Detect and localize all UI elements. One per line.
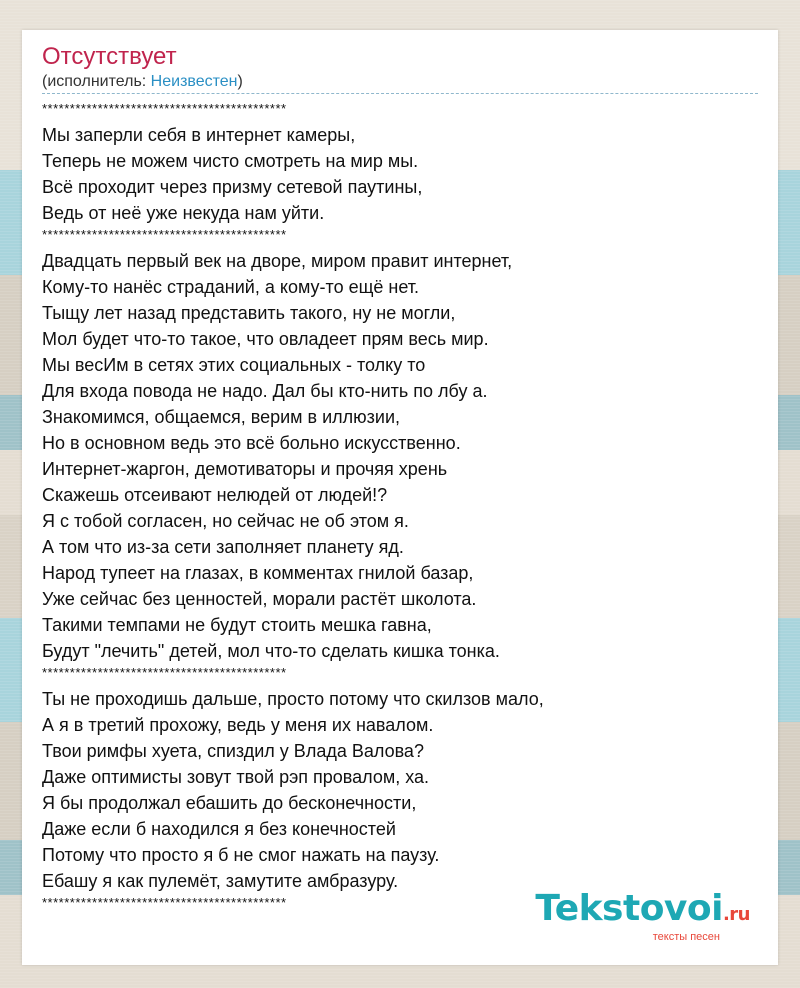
lyrics-line: Всё проходит через призму сетевой паутины,	[42, 177, 423, 197]
lyrics-line: Будут "лечить" детей, мол что-то сделать кишка тонка.	[42, 641, 500, 661]
lyrics-line: Мы весИм в сетях этих социальных - толку то	[42, 355, 426, 375]
lyrics-line: Теперь не можем чисто смотреть на мир мы.	[42, 151, 419, 171]
lyrics-line: Я с тобой согласен, но сейчас не об этом я.	[42, 511, 409, 531]
artist-link[interactable]: Неизвестен	[150, 73, 238, 90]
lyrics-line: Но в основном ведь это всё больно искусственно.	[42, 433, 461, 453]
lyrics-separator: ********************************************	[42, 227, 287, 242]
lyrics-line: Ведь от неё уже некуда нам уйти.	[42, 203, 325, 223]
site-logo[interactable]	[535, 888, 750, 943]
lyrics-line: Твои римфы хуета, спиздил у Влада Валова?	[42, 741, 424, 761]
header-divider	[42, 93, 758, 94]
artist-prefix: (исполнитель:	[42, 73, 151, 90]
artist-line	[42, 72, 243, 92]
lyrics-line: Скажешь отсеивают нелюдей от людей!?	[42, 485, 388, 505]
lyrics-line: Ебашу я как пулемёт, замутите амбразуру.	[42, 871, 399, 891]
lyrics-separator: ********************************************	[42, 895, 287, 910]
lyrics-line: Народ тупеет на глазах, в комментах гнилой базар,	[42, 563, 474, 583]
lyrics-line: Я бы продолжал ебашить до бесконечности,	[42, 793, 417, 813]
logo-wordmark	[535, 888, 750, 933]
lyrics-line: А том что из-за сети заполняет планету яд.	[42, 537, 404, 557]
lyrics-line: Даже если б находился я без конечностей	[42, 819, 396, 839]
lyrics-line: Такими темпами не будут стоить мешка гавна,	[42, 615, 432, 635]
logo-name: Tekstovoi	[535, 888, 723, 929]
artist-suffix: )	[237, 73, 243, 90]
logo-tld: .ru	[722, 904, 750, 925]
song-title: Отсутствует	[42, 43, 177, 70]
lyrics-card	[22, 30, 778, 965]
lyrics-text	[42, 96, 544, 916]
lyrics-line: Тыщу лет назад представить такого, ну не могли,	[42, 303, 456, 323]
lyrics-line: Мол будет что-то такое, что овладеет прям весь мир.	[42, 329, 489, 349]
lyrics-line: Кому-то нанёс страданий, а кому-то ещё нет.	[42, 277, 420, 297]
lyrics-line: Знакомимся, общаемся, верим в иллюзии,	[42, 407, 401, 427]
lyrics-line: Даже оптимисты зовут твой рэп провалом, ха.	[42, 767, 430, 787]
lyrics-separator: ********************************************	[42, 665, 287, 680]
lyrics-line: Уже сейчас без ценностей, морали растёт школота.	[42, 589, 477, 609]
lyrics-line: Для входа повода не надо. Дал бы кто-нить по лбу а.	[42, 381, 488, 401]
logo-tagline: тексты песен	[652, 931, 720, 943]
lyrics-separator: ********************************************	[42, 101, 287, 116]
lyrics-line: Ты не проходишь дальше, просто потому что скилзов мало,	[42, 689, 544, 709]
lyrics-line: Мы заперли себя в интернет камеры,	[42, 125, 356, 145]
lyrics-line: Двадцать первый век на дворе, миром правит интернет,	[42, 251, 513, 271]
lyrics-line: Интернет-жаргон, демотиваторы и прочяя хрень	[42, 459, 448, 479]
lyrics-line: А я в третий прохожу, ведь у меня их навалом.	[42, 715, 434, 735]
lyrics-line: Потому что просто я б не смог нажать на паузу.	[42, 845, 440, 865]
